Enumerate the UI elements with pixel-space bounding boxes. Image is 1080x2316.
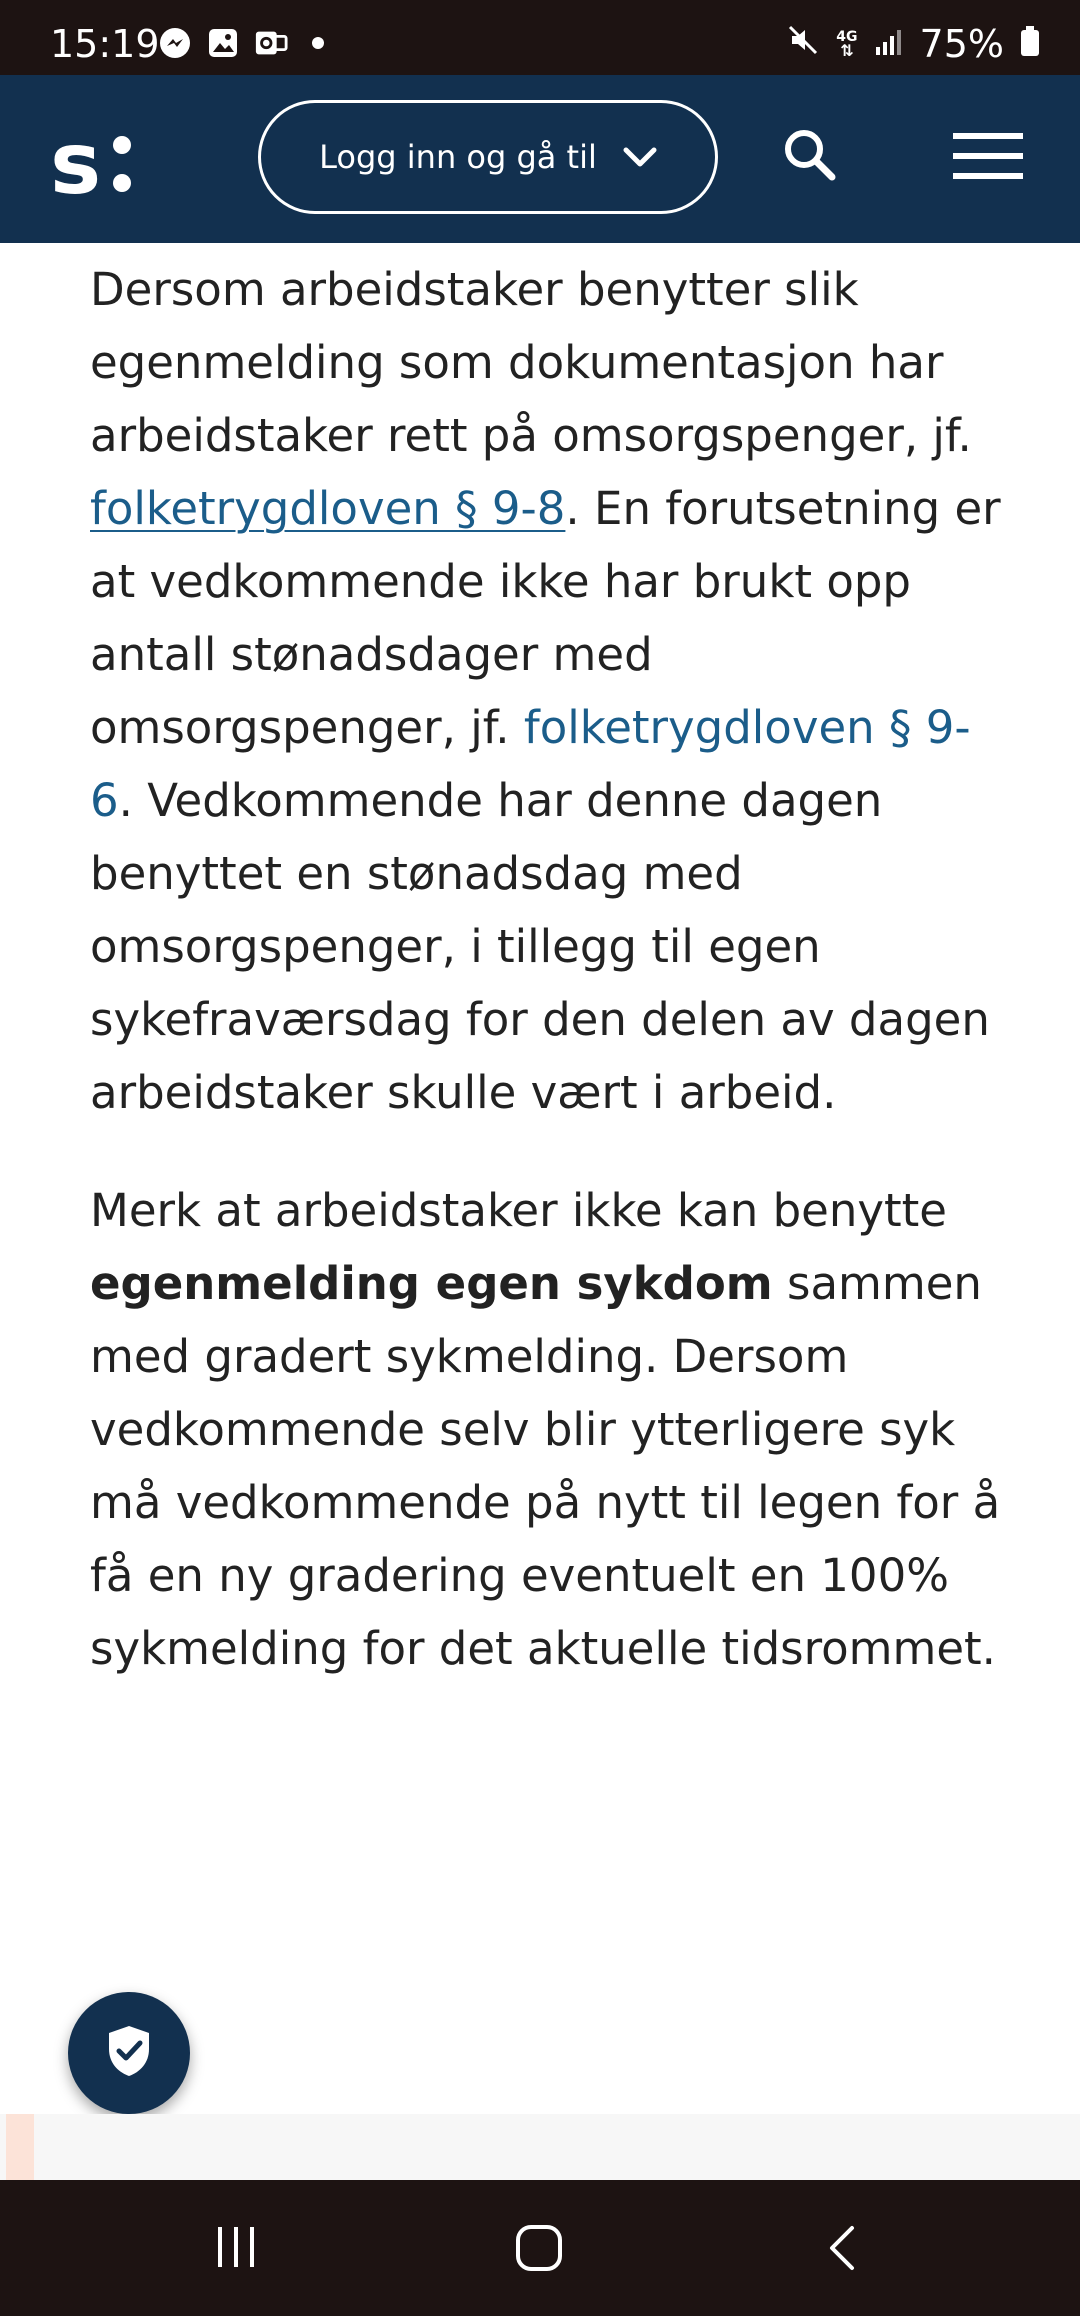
notification-icons — [158, 26, 324, 60]
link-folketrygdloven-9-6[interactable]: folketrygdloven § 9-6 — [90, 701, 971, 827]
network-4g-icon: 4G ⇅ — [836, 29, 858, 60]
article-content — [90, 243, 1010, 1685]
shield-check-icon — [104, 2023, 154, 2083]
logo[interactable] — [50, 115, 140, 205]
paragraph-text: Merk at arbeidstaker ikke kan benytte — [90, 1184, 947, 1237]
battery-icon — [1020, 22, 1040, 66]
gallery-icon — [206, 26, 240, 60]
back-icon[interactable] — [822, 2224, 862, 2272]
more-notifications-dot — [312, 37, 324, 49]
recent-apps-icon[interactable] — [214, 2225, 258, 2269]
paragraph-omsorgspenger — [90, 243, 1010, 1129]
bold-egenmelding-egen-sykdom: egenmelding egen sykdom — [90, 1257, 773, 1310]
bottom-strip-accent — [6, 2114, 34, 2180]
link-folketrygdloven-9-8[interactable]: folketrygdloven § 9-8 — [90, 482, 566, 535]
home-icon[interactable] — [515, 2224, 563, 2272]
system-nav-bar — [0, 2180, 1080, 2316]
chevron-down-icon — [623, 138, 657, 176]
paragraph-gradert-sykmelding — [90, 1174, 1010, 1685]
page-bottom-strip — [0, 2114, 1080, 2180]
status-bar — [0, 0, 1080, 75]
mute-icon — [786, 22, 820, 66]
privacy-shield-button[interactable] — [68, 1992, 190, 2114]
paragraph-text: . Vedkommende har denne dagen benyttet en stønadsdag med omsorgspenger, i tillegg til egen sykefraværsdag for den delen av dagen arbeidstaker skulle vært i arbeid. — [90, 774, 990, 1119]
paragraph-text: Dersom arbeidstaker benytter slik egenmelding som dokumentasjon har arbeidstaker rett på omsorgspenger, jf. — [90, 263, 972, 462]
paragraph-text: sammen med gradert sykmelding. Dersom vedkommende selv blir ytterligere syk må vedkommende på nytt til legen for å få en ny gradering eventuelt en 100% sykmelding for det aktuelle tidsrommet. — [90, 1257, 1001, 1675]
outlook-icon — [254, 26, 288, 60]
battery-level: 75% — [919, 22, 1004, 66]
paragraph-text: . En forutsetning er at vedkommende ikke har brukt opp antall stønadsdager med omsorgspenger, jf. — [90, 482, 1001, 754]
messenger-icon — [158, 26, 192, 60]
status-right — [786, 22, 1040, 66]
login-button[interactable] — [258, 100, 718, 214]
svg-text:s: s — [50, 115, 102, 205]
site-header — [0, 75, 1080, 243]
login-button-label: Logg inn og gå til — [319, 138, 597, 176]
hamburger-menu-icon[interactable] — [953, 131, 1023, 181]
status-time: 15:19 — [50, 22, 160, 66]
search-icon[interactable] — [780, 125, 840, 185]
signal-icon — [874, 22, 904, 66]
